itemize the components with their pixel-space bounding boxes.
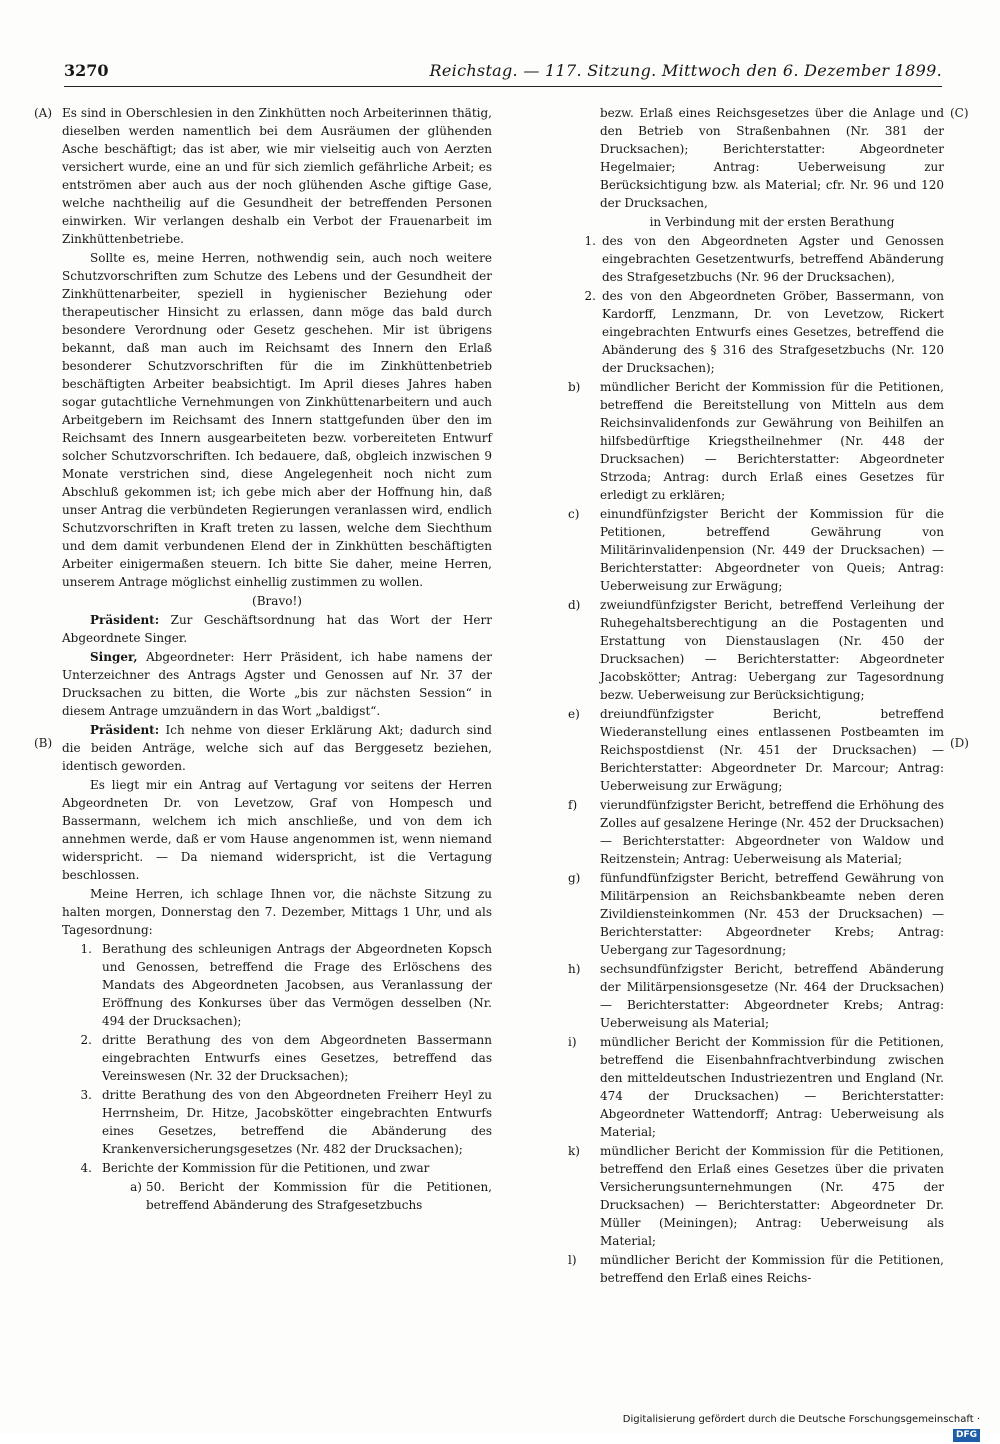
subitem-letter: d) — [568, 598, 581, 612]
subitem-text: des von den Abgeordneten Gröber, Bassermann, von Kardorff, Lenzmann, Dr. von Levetzow, Rickert eingebrachten Entwurfs eines Gesetzes, betreffend die Abänderung des § 316 des Strafgesetzbuchs (Nr. 120 der Drucksachen); — [602, 289, 944, 375]
page-number: 3270 — [64, 61, 109, 80]
agenda-number: 2. — [80, 1033, 92, 1047]
margin-mark-c: (C) — [950, 106, 969, 120]
agenda-text: Berathung des schleunigen Antrags der Abgeordneten Kopsch und Genossen, betreffend die Frage des Erlöschens des Mandats des Abgeordneten Jacobsen, aus Veranlassung der Eröffnung des Konkurses über das Vermögen desselben (Nr. 494 der Drucksachen); — [102, 942, 492, 1028]
subitem-letter: c) — [568, 507, 580, 521]
agenda-number: 3. — [80, 1088, 92, 1102]
agenda-subitem — [512, 960, 944, 1032]
page-header — [64, 58, 942, 84]
speech-text: Zur Geschäftsordnung hat das Wort der Herr Abgeordnete Singer. — [62, 613, 492, 645]
speaker-name: Präsident: — [90, 613, 160, 627]
subitem-text: zweiundfünfzigster Bericht, betreffend Verleihung der Ruhegehaltsberechtigung an die Postagenten und Erstattung von Dienstauslagen (Nr. 450 der Drucksachen) — Berichterstatter: Abgeordneter Jacobskötter; Antrag: Uebergang zur Tagesordnung bezw. Ueberweisung zur Berücksichtigung; — [600, 598, 944, 702]
subitem-letter: h) — [568, 962, 581, 976]
agenda-subitem — [512, 869, 944, 959]
agenda-subitem — [512, 705, 944, 795]
agenda-subitem — [512, 232, 944, 286]
agenda-item — [62, 1086, 492, 1158]
subitem-letter: k) — [568, 1144, 580, 1158]
speech-paragraph — [62, 648, 492, 720]
right-column — [512, 104, 944, 1288]
subitem-text: des von den Abgeordneten Agster und Genossen eingebrachten Gesetzentwurfs, betreffend Abänderung des Strafgesetzbuchs (Nr. 96 der Drucksachen), — [602, 234, 944, 284]
agenda-subitem — [512, 1142, 944, 1250]
subitem-text: vierundfünfzigster Bericht, betreffend die Erhöhung des Zolles auf gesalzene Heringe (Nr. 452 der Drucksachen) — Berichterstatter: Abgeordneter von Waldow und Reitzenstein; Antrag: Ueberweisung als Material; — [600, 798, 944, 866]
continued-text: bezw. Erlaß eines Reichsgesetzes über die Anlage und den Betrieb von Straßenbahnen (Nr. 381 der Drucksachen); Berichterstatter: Abgeordneter Hegelmaier; Antrag: Ueberweisung zur Berücksichtigung bzw. als Material; cfr. Nr. 96 und 120 der Drucksachen, — [600, 106, 944, 210]
agenda-item — [62, 940, 492, 1030]
agenda-subitem — [512, 1251, 944, 1287]
agenda-subitem — [512, 596, 944, 704]
agenda-text: dritte Berathung des von dem Abgeordneten Bassermann eingebrachten Entwurfs eines Gesetzes, betreffend das Vereinswesen (Nr. 32 der Drucksachen); — [102, 1033, 492, 1083]
speech-text: Abgeordneter: Herr Präsident, ich habe namens der Unterzeichner des Antrags Agster und Genossen auf Nr. 37 der Drucksachen zu bitten, die Worte „bis zur nächsten Session“ in diesem Antrage umzuändern in das Wort „baldigst“. — [62, 650, 492, 718]
agenda-subitem — [512, 1033, 944, 1141]
dfg-logo: DFG — [953, 1429, 980, 1442]
agenda-text: dritte Berathung des von den Abgeordneten Freiherr Heyl zu Herrnsheim, Dr. Hitze, Jacobskötter eingebrachten Entwurfs eines Gesetzes, betreffend die Abänderung des Krankenversicherungsgesetzes (Nr. 482 der Drucksachen); — [102, 1088, 492, 1156]
paragraph: Meine Herren, ich schlage Ihnen vor, die nächste Sitzung zu halten morgen, Donnerstag den 7. Dezember, Mittags 1 Uhr, und als Tagesordnung: — [62, 887, 492, 937]
header-rule — [64, 86, 942, 87]
subitem-letter: e) — [568, 707, 580, 721]
paragraph: Es sind in Oberschlesien in den Zinkhütten noch Arbeiterinnen thätig, dieselben werden namentlich bei dem Ausräumen der glühenden Asche beschäftigt; das ist aber, wie mir vielseitig auch von Aerzten versichert wurde, eine an und für sich ziemlich gefährliche Arbeit; es entströmen aber auch aus der noch glühenden Asche giftige Gase, welche nachtheilig auf die Gesundheit der betreffenden Personen einwirken. Wir verlangen deshalb ein Verbot der Frauenarbeit im Zinkhüttenbetriebe. — [62, 106, 492, 246]
subitem-number: 1. — [584, 234, 596, 248]
margin-mark-d: (D) — [950, 736, 969, 750]
paragraph: Sollte es, meine Herren, nothwendig sein, auch noch weitere Schutzvorschriften zum Schutze des Lebens und der Gesundheit der Zinkhüttenarbeiter, speziell in hygienischer Beziehung oder therapeutischer Hinsicht zu erlassen, dann möge das bald durch besondere Verordnung oder Gesetz geschehen. Mir ist übrigens bekannt, daß man auch im Reichsamt des Innern den Erlaß besonderer Schutzvorschriften für die im Zinkhüttenbetrieb beschäftigten Arbeiter beabsichtigt. Im April dieses Jahres haben sogar gutachtliche Vernehmungen von Zinkhüttenarbeitern und auch Arbeitgebern im Reichsamt des Innern stattgefunden über den im Reichsamt des Innern ausgearbeiteten bezw. vorbereiteten Entwurf solcher Schutzvorschriften. Ich bedauere, daß, obgleich inzwischen 9 Monate verstrichen sind, diese Angelegenheit noch nicht zum Abschluß gekommen ist; ich gebe mich aber der Hoffnung hin, daß unser Antrag die verbündeten Regierungen veranlassen wird, endlich Schutzvorschriften in Kraft treten zu lassen, welche dem Siechthum und dem damit verbundenen Elend der in Zinkhütten beschäftigten Arbeiter einigermaßen steuern. Ich bitte Sie daher, meine Herren, unserem Antrage möglichst einhellig zustimmen zu wollen. — [62, 251, 492, 589]
agenda-text: Berichte der Kommission für die Petitionen, und zwar — [102, 1161, 430, 1175]
agenda-item — [62, 1031, 492, 1085]
subitem-text: fünfundfünfzigster Bericht, betreffend Gewährung von Militärpension an Reichsbankbeamte neben deren Zivildiensteinkommen (Nr. 453 der Drucksachen) — Berichterstatter: Abgeordneter Krebs; Antrag: Uebergang zur Tagesordnung; — [600, 871, 944, 957]
subitem-text: 50. Bericht der Kommission für die Petitionen, betreffend Abänderung des Strafgesetzbuchs — [146, 1180, 492, 1212]
interjection: (Bravo!) — [252, 594, 302, 608]
speech-paragraph — [62, 721, 492, 775]
subitem-letter: f) — [568, 798, 578, 812]
subitem-letter: b) — [568, 380, 581, 394]
subitem-text: mündlicher Bericht der Kommission für die Petitionen, betreffend den Erlaß eines Gesetzes über die privaten Versicherungsunternehmungen (Nr. 475 der Drucksachen) — Berichterstatter: Abgeordneter Dr. Müller (Meiningen); Antrag: Ueberweisung als Material; — [600, 1144, 944, 1248]
subitem-letter: i) — [568, 1035, 577, 1049]
subitem-text: dreiundfünfzigster Bericht, betreffend Wiederanstellung eines entlassenen Postbeamten im Reichspostdienst (Nr. 451 der Drucksachen) — Berichterstatter: Abgeordneter Dr. Marcour; Antrag: Ueberweisung zur Erwägung; — [600, 707, 944, 793]
continued-text: in Verbindung mit der ersten Berathung — [649, 215, 895, 229]
subitem-text: sechsundfünfzigster Bericht, betreffend Abänderung der Militärpensionsgesetze (Nr. 464 der Drucksachen) — Berichterstatter: Abgeordneter Krebs; Antrag: Ueberweisung als Material; — [600, 962, 944, 1030]
agenda-number: 1. — [80, 942, 92, 956]
agenda-subitem — [512, 287, 944, 377]
subitem-number: 2. — [584, 289, 596, 303]
subitem-text: mündlicher Bericht der Kommission für die Petitionen, betreffend den Erlaß eines Reichs- — [600, 1253, 944, 1285]
speaker-name: Präsident: — [90, 723, 160, 737]
margin-mark-b: (B) — [34, 736, 53, 750]
speech-text: Ich nehme von dieser Erklärung Akt; dadurch sind die beiden Anträge, welche sich auf das Berggesetz beziehen, identisch geworden. — [62, 723, 492, 773]
agenda-subitem — [62, 1178, 492, 1214]
agenda-number: 4. — [80, 1161, 92, 1175]
margin-mark-a: (A) — [34, 106, 53, 120]
agenda-subitem — [512, 505, 944, 595]
running-title: Reichstag. — 117. Sitzung. Mittwoch den 6. Dezember 1899. — [429, 61, 942, 80]
agenda-item — [62, 1159, 492, 1177]
funding-note: Digitalisierung gefördert durch die Deutsche Forschungsgemeinschaft · — [622, 1414, 980, 1425]
subitem-letter: l) — [568, 1253, 577, 1267]
agenda-subitem — [512, 378, 944, 504]
subitem-letter: a) — [130, 1180, 142, 1194]
speaker-name: Singer, — [90, 650, 138, 664]
subitem-letter: g) — [568, 871, 581, 885]
left-column — [62, 104, 492, 1215]
speech-paragraph — [62, 611, 492, 647]
subitem-text: einundfünfzigster Bericht der Kommission für die Petitionen, betreffend Gewährung von Militärinvalidenpension (Nr. 449 der Drucksachen) — Berichterstatter: Abgeordneter von Queis; Antrag: Ueberweisung zur Erwägung; — [600, 507, 944, 593]
subitem-text: mündlicher Bericht der Kommission für die Petitionen, betreffend die Eisenbahnfrachtverbindung zwischen den mitteldeutschen Industriezentren und England (Nr. 474 der Drucksachen) — Berichterstatter: Abgeordneter Wattendorff; Antrag: Ueberweisung als Material; — [600, 1035, 944, 1139]
paragraph: Es liegt mir ein Antrag auf Vertagung vor seitens der Herren Abgeordneten Dr. von Levetzow, Graf von Hompesch und Bassermann, welchem ich mich anschließe, und von dem ich annehmen werde, daß er vom Hause angenommen ist, wenn niemand widerspricht. — Da niemand widerspricht, ist die Vertagung beschlossen. — [62, 778, 492, 882]
subitem-text: mündlicher Bericht der Kommission für die Petitionen, betreffend die Bereitstellung von Mitteln aus dem Reichsinvalidenfonds zur Gewährung von Beihilfen an hilfsbedürftige Kriegstheilnehmer (Nr. 448 der Drucksachen) — Berichterstatter: Abgeordneter Strzoda; Antrag: durch Erlaß eines Gesetzes für erledigt zu erklären; — [600, 380, 944, 502]
agenda-subitem — [512, 796, 944, 868]
page-footer — [600, 1412, 980, 1440]
